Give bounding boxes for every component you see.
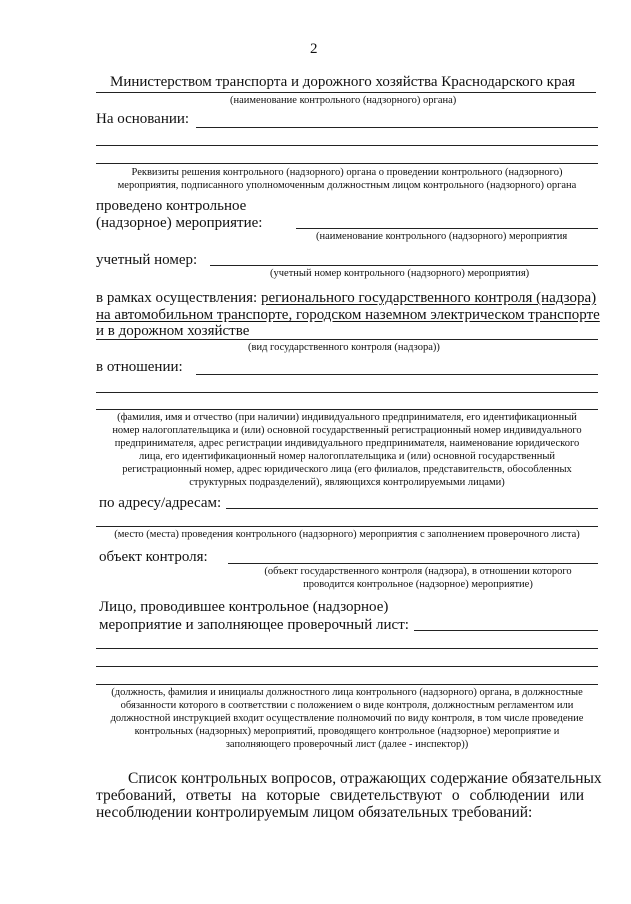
event-label-2: (надзорное) мероприятие: bbox=[96, 215, 263, 231]
control-caption: (вид государственного контроля (надзора)) bbox=[248, 342, 440, 353]
object-caption-1: (объект государственного контроля (надзора), в отношении которого bbox=[264, 566, 572, 577]
event-caption: (наименование контрольного (надзорного) мероприятия bbox=[316, 231, 568, 242]
address-label: по адресу/адресам: bbox=[99, 495, 222, 511]
control-line-3: и в дорожном хозяйстве bbox=[96, 323, 250, 339]
person-caption: (должность, фамилия и инициалы должностного лица контрольного (надзорного) органа, в должностные обязанности которого в соответствии с положением о виде контроля, должностным регламентом или должностной инструкцией входит осуществление полномочий по виду контроля, в том числе проведение контрольных (надзорных) мероприятий, проводящего контрольное (надзорное) мероприятие и заполняющего проверочный лист (далее - инспектор)) bbox=[110, 687, 584, 750]
person-label-1: Лицо, проводившее контрольное (надзорное) bbox=[99, 599, 389, 615]
ministry-caption: (наименование контрольного (надзорного) органа) bbox=[230, 95, 457, 106]
address-field-line[interactable] bbox=[226, 508, 598, 509]
reg-number-caption: (учетный номер контрольного (надзорного) мероприятия) bbox=[270, 268, 530, 279]
basis-label: На основании: bbox=[96, 111, 190, 127]
object-field-line[interactable] bbox=[228, 563, 598, 564]
control-line-1: регионального государственного контроля (надзора) bbox=[260, 290, 597, 306]
control-line-2: на автомобильном транспорте, городском наземном электрическом транспорте bbox=[96, 307, 600, 323]
control-prefix: в рамках осуществления: bbox=[96, 290, 258, 306]
address-field-line-2[interactable] bbox=[96, 526, 598, 527]
control-line bbox=[96, 339, 598, 340]
page-number: 2 bbox=[310, 41, 318, 57]
list-title-line-1: Список контрольных вопросов, отражающих содержание обязательных bbox=[128, 770, 602, 787]
event-field-line[interactable] bbox=[296, 228, 598, 229]
reg-number-line[interactable] bbox=[210, 265, 598, 266]
person-label-2: мероприятие и заполняющее проверочный лист: bbox=[99, 617, 409, 633]
relation-field-line-3[interactable] bbox=[96, 409, 598, 410]
ministry-name: Министерством транспорта и дорожного хозяйства Краснодарского края bbox=[110, 74, 575, 90]
relation-field-line-2[interactable] bbox=[96, 392, 598, 393]
relation-label: в отношении: bbox=[96, 359, 183, 375]
ministry-line bbox=[96, 92, 596, 93]
basis-field-line-2[interactable] bbox=[96, 145, 598, 146]
person-field-line[interactable] bbox=[414, 630, 598, 631]
list-title-line-2: требований, ответы на которые свидетельствуют о соблюдении или bbox=[96, 787, 584, 804]
event-label-1: проведено контрольное bbox=[96, 198, 247, 214]
person-field-line-2[interactable] bbox=[96, 648, 598, 649]
object-caption-2: проводится контрольное (надзорное) мероприятие) bbox=[303, 579, 533, 590]
basis-field-line-3[interactable] bbox=[96, 163, 598, 164]
person-field-line-3[interactable] bbox=[96, 666, 598, 667]
relation-caption: (фамилия, имя и отчество (при наличии) индивидуального предпринимателя, его идентификационный номер налогоплательщика и (или) основной государственный регистрационный номер индивидуального предпринимателя, адрес регистрации индивидуального предпринимателя, наименование юридического лица, его идентификационный номер налогоплательщика и (или) основной государственный регистрационный номер, адрес юридического лица (его филиалов, представительств, обособленных структурных подразделений), являющихся контролируемыми лицами) bbox=[112, 412, 582, 488]
basis-field-line[interactable] bbox=[196, 127, 598, 128]
address-caption: (место (места) проведения контрольного (надзорного) мероприятия с заполнением проверочного листа) bbox=[114, 529, 580, 540]
basis-caption-1: Реквизиты решения контрольного (надзорного) органа о проведении контрольного (надзорного) bbox=[131, 167, 563, 178]
person-field-line-4[interactable] bbox=[96, 684, 598, 685]
basis-caption-2: мероприятия, подписанного уполномоченным должностным лицом контрольного (надзорного) органа bbox=[117, 180, 577, 191]
list-title-line-3: несоблюдении контролируемым лицом обязательных требований: bbox=[96, 804, 533, 821]
relation-field-line[interactable] bbox=[196, 374, 598, 375]
reg-number-label: учетный номер: bbox=[96, 252, 198, 268]
object-label: объект контроля: bbox=[99, 549, 208, 565]
